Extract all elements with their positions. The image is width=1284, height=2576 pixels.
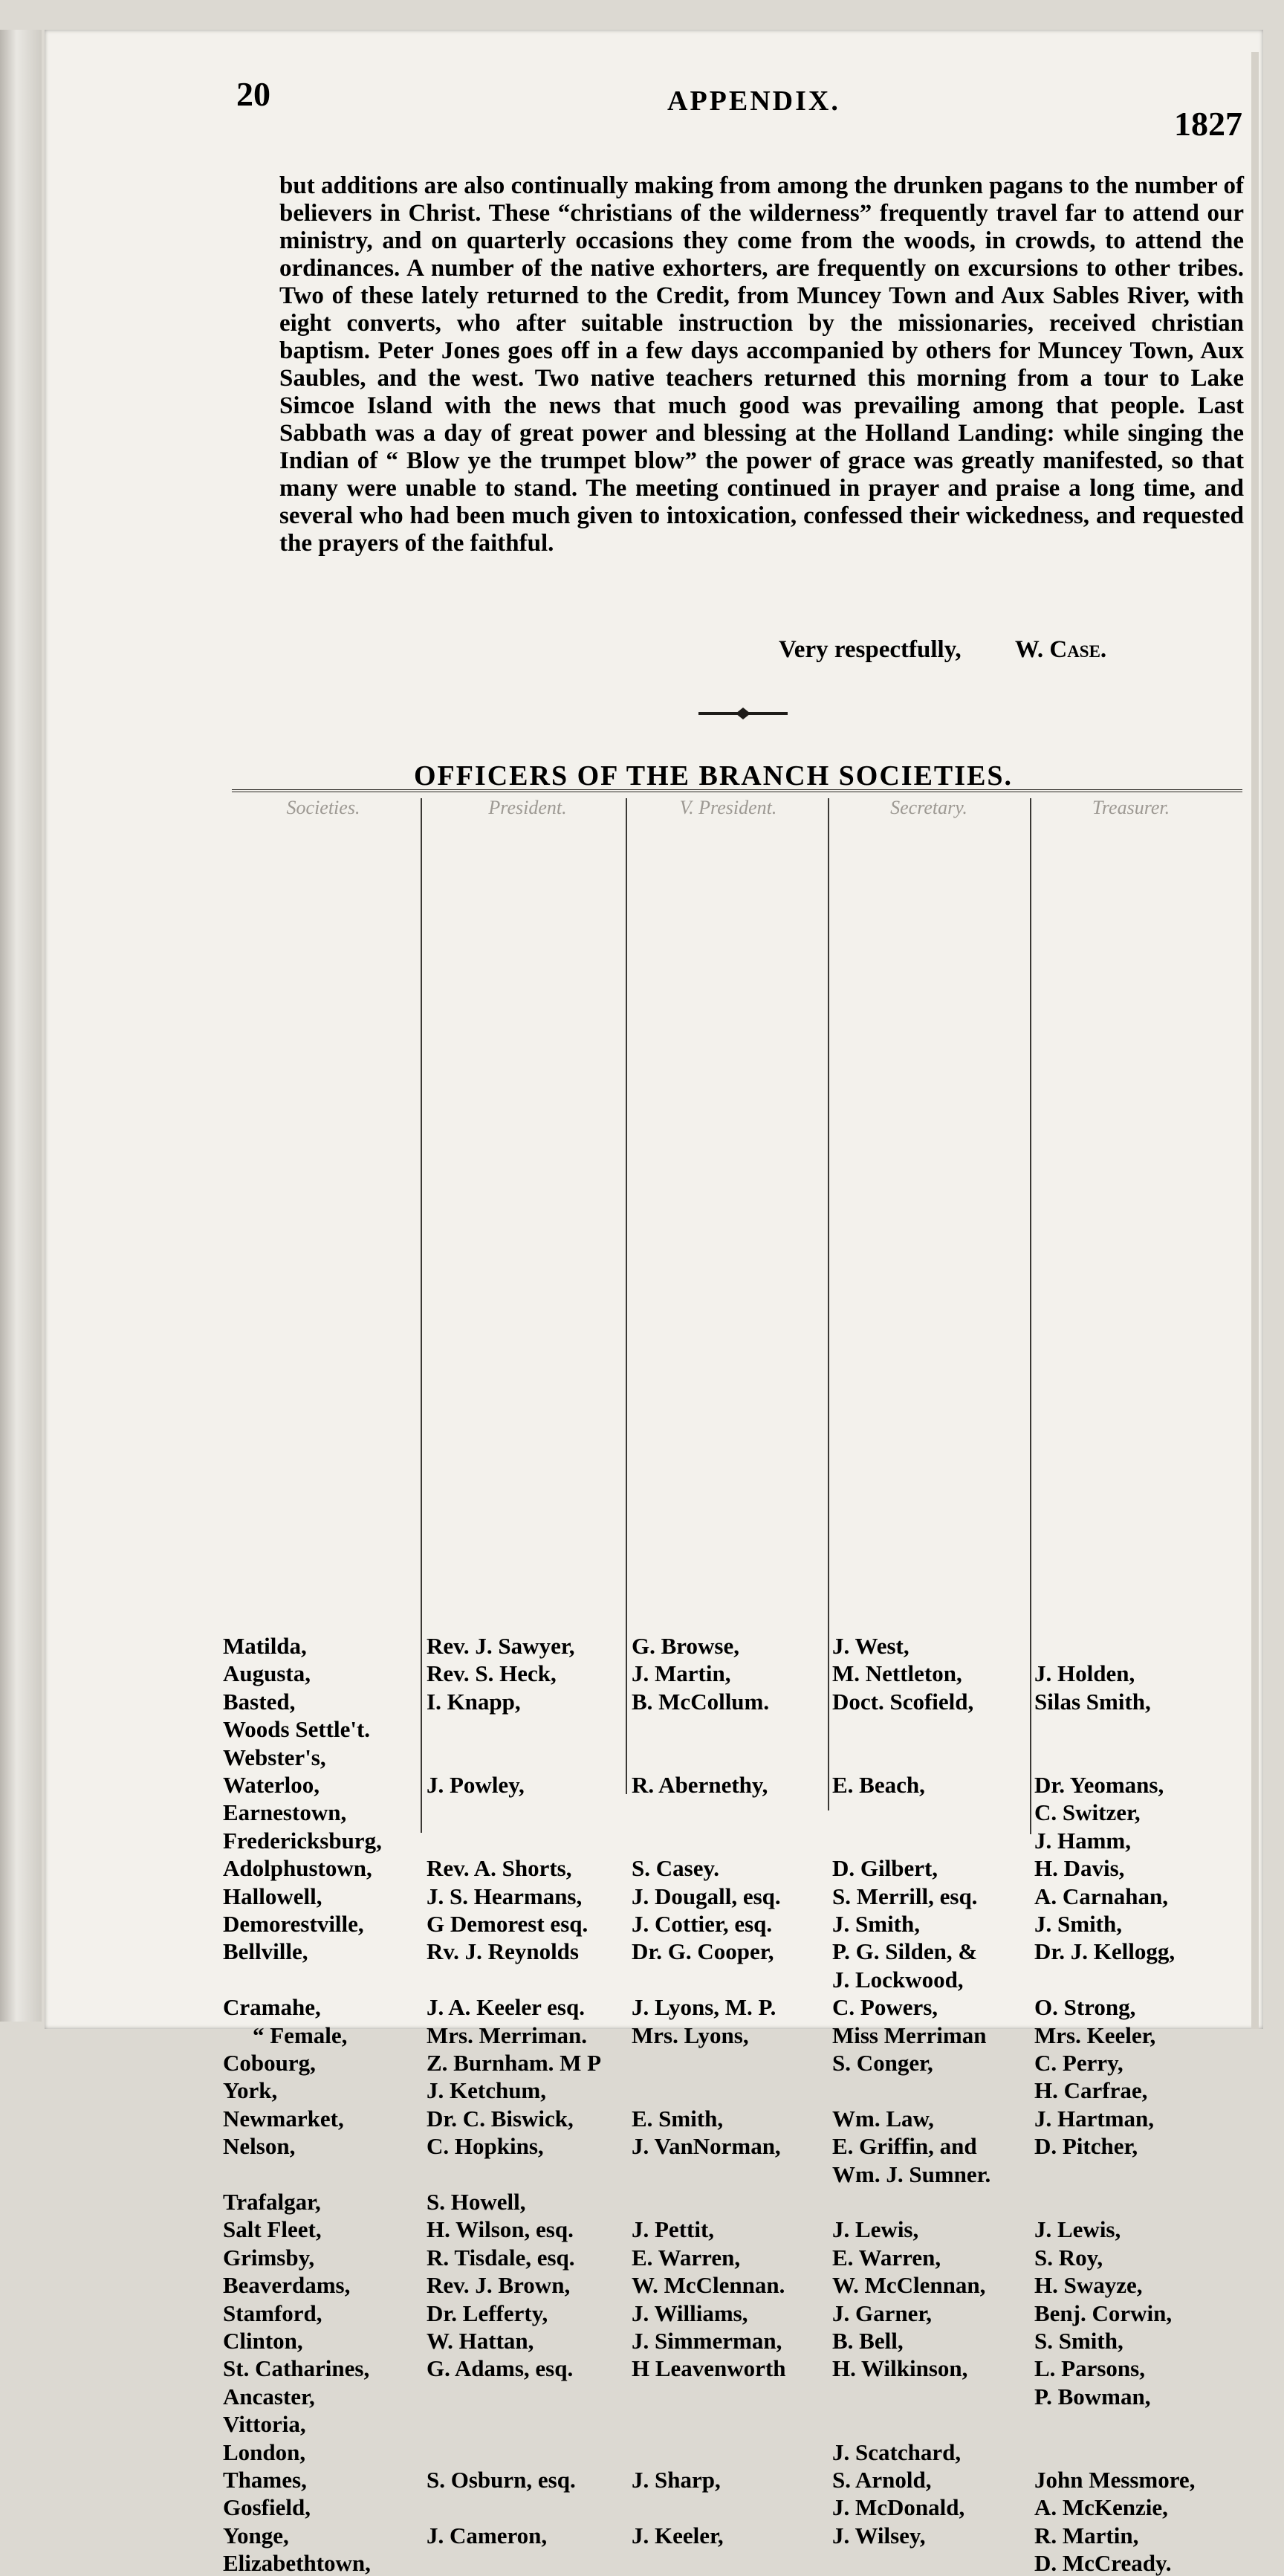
treasurer-cell: J. Hartman,	[1034, 2105, 1155, 2132]
society-cell: Nelson,	[223, 2133, 296, 2160]
society-cell: Cramahe,	[223, 1994, 321, 2021]
treasurer-cell: D. McCready.	[1034, 2550, 1172, 2576]
society-cell: Fredericksburg,	[223, 1827, 382, 1854]
president-cell: W. Hattan,	[427, 2328, 534, 2354]
president-cell: S. Osburn, esq.	[427, 2467, 576, 2493]
book-binding	[0, 30, 42, 2022]
president-cell: Mrs. Merriman.	[427, 2022, 588, 2048]
society-cell: Trafalgar,	[223, 2189, 321, 2215]
president-cell: R. Tisdale, esq.	[427, 2244, 575, 2271]
secretary-cell: J. West,	[832, 1633, 910, 1659]
treasurer-cell: H. Carfrae,	[1034, 2077, 1148, 2104]
vice-president-cell: J. Martin,	[632, 1660, 731, 1687]
secretary-cell: S. Conger,	[832, 2050, 933, 2076]
treasurer-cell: C. Perry,	[1034, 2050, 1124, 2076]
column-header-secretary: Secretary.	[890, 797, 967, 818]
vice-president-cell: J. Simmerman,	[632, 2328, 782, 2354]
secretary-cell: Miss Merriman	[832, 2022, 987, 2048]
vice-president-cell: E. Smith,	[632, 2105, 724, 2132]
society-cell: York,	[223, 2077, 278, 2104]
secretary-cell: J. McDonald,	[832, 2494, 965, 2521]
page-number: 20	[236, 75, 270, 113]
president-cell: Dr. Lefferty,	[427, 2300, 548, 2326]
column-header-vice-president: V. President.	[679, 797, 777, 818]
secretary-cell: S. Arnold,	[832, 2467, 932, 2493]
vice-president-cell: J. Williams,	[632, 2300, 748, 2326]
society-cell: Gosfield,	[223, 2494, 311, 2521]
vice-president-cell: J. VanNorman,	[632, 2133, 781, 2160]
letter-signature: W. Case.	[1014, 636, 1107, 663]
vice-president-cell: W. McClennan.	[632, 2272, 785, 2299]
secretary-cell: J. Garner,	[832, 2300, 933, 2326]
page-edge	[1251, 52, 1259, 2029]
secretary-cell: S. Merrill, esq.	[832, 1883, 978, 1909]
president-cell: J. A. Keeler esq.	[427, 1994, 585, 2021]
vice-president-cell: J. Cottier, esq.	[632, 1911, 773, 1937]
secretary-cell: E. Warren,	[832, 2244, 941, 2271]
treasurer-cell: J. Hamm,	[1034, 1827, 1132, 1854]
vice-president-cell: J. Lyons, M. P.	[632, 1994, 776, 2021]
society-cell: Cobourg,	[223, 2050, 316, 2076]
treasurer-cell: J. Smith,	[1034, 1911, 1122, 1937]
society-cell: Ancaster,	[223, 2383, 315, 2410]
society-cell: Webster's,	[223, 1744, 326, 1770]
secretary-cell: B. Bell,	[832, 2328, 904, 2354]
secretary-cell: J. Scatchard,	[832, 2439, 962, 2465]
secretary-cell: M. Nettleton,	[832, 1660, 962, 1687]
table-top-rule	[232, 789, 1242, 792]
vice-president-cell: R. Abernethy,	[632, 1772, 768, 1798]
treasurer-cell: R. Martin,	[1034, 2522, 1139, 2549]
society-cell: Newmarket,	[223, 2105, 344, 2132]
column-header-treasurer: Treasurer.	[1092, 797, 1170, 818]
society-cell: Matilda,	[223, 1633, 307, 1659]
society-cell: Grimsby,	[223, 2244, 315, 2271]
society-cell: Adolphustown,	[223, 1855, 372, 1882]
society-cell: Clinton,	[223, 2328, 303, 2354]
ornament-divider-icon	[698, 699, 788, 728]
vice-president-cell: J. Dougall, esq.	[632, 1883, 781, 1909]
officers-table-title: OFFICERS OF THE BRANCH SOCIETIES.	[413, 760, 1014, 792]
column-divider	[421, 798, 422, 1833]
treasurer-cell: A. Carnahan,	[1034, 1883, 1169, 1909]
vice-president-cell: J. Keeler,	[632, 2522, 724, 2549]
year-label: 1827	[1174, 105, 1242, 143]
treasurer-cell: Silas Smith,	[1034, 1688, 1151, 1715]
treasurer-cell: Mrs. Keeler,	[1034, 2022, 1156, 2048]
vice-president-cell: Dr. G. Cooper,	[632, 1938, 774, 1965]
society-cell: Basted,	[223, 1688, 296, 1715]
secretary-cell: H. Wilkinson,	[832, 2355, 968, 2382]
treasurer-cell: O. Strong,	[1034, 1994, 1136, 2021]
president-cell: J. Ketchum,	[427, 2077, 547, 2104]
president-cell: Rev. J. Brown,	[427, 2272, 571, 2299]
treasurer-cell: P. Bowman,	[1034, 2383, 1151, 2410]
treasurer-cell: H. Davis,	[1034, 1855, 1125, 1882]
treasurer-cell: Benj. Corwin,	[1034, 2300, 1173, 2326]
society-cell: Stamford,	[223, 2300, 322, 2326]
society-cell: Woods Settle't.	[223, 1716, 371, 1743]
column-divider	[1030, 798, 1031, 1834]
column-divider	[626, 798, 627, 1794]
secretary-cell: J. Lewis,	[832, 2216, 919, 2243]
society-cell: Thames,	[223, 2467, 307, 2493]
society-cell: Salt Fleet,	[223, 2216, 322, 2243]
column-header-societies: Societies.	[286, 797, 360, 818]
treasurer-cell: C. Switzer,	[1034, 1799, 1141, 1826]
president-cell: J. Cameron,	[427, 2522, 548, 2549]
president-cell: H. Wilson, esq.	[427, 2216, 574, 2243]
president-cell: G Demorest esq.	[427, 1911, 588, 1937]
secretary-cell: W. McClennan,	[832, 2272, 986, 2299]
column-header-president: President.	[488, 797, 567, 818]
president-cell: Dr. C. Biswick,	[427, 2105, 574, 2132]
society-cell: St. Catharines,	[223, 2355, 370, 2382]
president-cell: G. Adams, esq.	[427, 2355, 574, 2382]
treasurer-cell: J. Lewis,	[1034, 2216, 1121, 2243]
secretary-cell: Doct. Scofield,	[832, 1688, 974, 1715]
society-cell: Demorestville,	[223, 1911, 364, 1937]
society-cell: Elizabethtown,	[223, 2550, 371, 2576]
vice-president-cell: J. Sharp,	[632, 2467, 721, 2493]
vice-president-cell: S. Casey.	[632, 1855, 719, 1882]
society-cell: Augusta,	[223, 1660, 311, 1687]
secretary-cell: J. Smith,	[832, 1911, 920, 1937]
treasurer-cell: D. Pitcher,	[1034, 2133, 1138, 2160]
secretary-cell: Wm. J. Sumner.	[832, 2161, 991, 2187]
secretary-cell: Wm. Law,	[832, 2105, 934, 2132]
letter-closing: Very respectfully,	[779, 636, 962, 663]
society-cell: Bellville,	[223, 1938, 308, 1965]
vice-president-cell: G. Browse,	[632, 1633, 739, 1659]
president-cell: C. Hopkins,	[427, 2133, 544, 2160]
secretary-cell: J. Wilsey,	[832, 2522, 926, 2549]
treasurer-cell: Dr. Yeomans,	[1034, 1772, 1164, 1798]
secretary-cell: E. Beach,	[832, 1772, 925, 1798]
society-cell: Vittoria,	[223, 2411, 306, 2438]
letter-signoff	[779, 636, 1154, 664]
secretary-cell: E. Griffin, and	[832, 2133, 977, 2160]
society-cell: “ Female,	[253, 2022, 348, 2048]
president-cell: Rev. J. Sawyer,	[427, 1633, 575, 1659]
vice-president-cell: H Leavenworth	[632, 2355, 786, 2382]
society-cell: Yonge,	[223, 2522, 289, 2549]
vice-president-cell: E. Warren,	[632, 2244, 741, 2271]
society-cell: Waterloo,	[223, 1772, 320, 1798]
society-cell: Beaverdams,	[223, 2272, 351, 2299]
vice-president-cell: J. Pettit,	[632, 2216, 715, 2243]
vice-president-cell: Mrs. Lyons,	[632, 2022, 749, 2048]
secretary-cell: D. Gilbert,	[832, 1855, 938, 1882]
president-cell: Z. Burnham. M P	[427, 2050, 602, 2076]
letter-body: but additions are also continually making from among the drunken pagans to the number of believers in Christ. These “christians of the wilderness” frequently travel far to attend our ministry, and on quarterly occasions they come from the woods, in crowds, to attend the ordinances. A number of the native exhorters, are frequently on excursions to other tribes. Two of these lately returned to the Credit, from Muncey Town and Aux Sables River, with eight converts, who after suitable instruction by the missionaries, received christian baptism. Peter Jones goes off in a few days accompanied by others for Muncey Town, Aux Saubles, and the west. Two native teachers returned this morning from a tour to Lake Simcoe Island with the news that much good was prevailing among that people. Last Sabbath was a day of great power and blessing at the Holland Landing: while singing the Indian of “ Blow ye the trumpet blow” the power of grace was greatly manifested, so that many were unable to stand. The meeting continued in prayer and praise a long time, and several who had been much given to intoxication, confessed their wickedness, and requested the prayers of the faithful.	[279, 172, 1244, 557]
president-cell: S. Howell,	[427, 2189, 526, 2215]
secretary-cell: J. Lockwood,	[832, 1966, 964, 1993]
president-cell: Rev. A. Shorts,	[427, 1855, 572, 1882]
president-cell: Rev. S. Heck,	[427, 1660, 557, 1687]
treasurer-cell: Dr. J. Kellogg,	[1034, 1938, 1176, 1965]
treasurer-cell: L. Parsons,	[1034, 2355, 1145, 2382]
treasurer-cell: S. Smith,	[1034, 2328, 1124, 2354]
treasurer-cell: H. Swayze,	[1034, 2272, 1143, 2299]
president-cell: Rv. J. Reynolds	[427, 1938, 579, 1965]
secretary-cell: P. G. Silden, &	[832, 1938, 978, 1965]
society-cell: London,	[223, 2439, 306, 2465]
president-cell: J. Powley,	[427, 1772, 525, 1798]
treasurer-cell: John Messmore,	[1034, 2467, 1196, 2493]
vice-president-cell: B. McCollum.	[632, 1688, 770, 1715]
treasurer-cell: S. Roy,	[1034, 2244, 1103, 2271]
society-cell: Earnestown,	[223, 1799, 347, 1826]
running-head: APPENDIX.	[667, 85, 840, 117]
society-cell: Hallowell,	[223, 1883, 322, 1909]
secretary-cell: C. Powers,	[832, 1994, 938, 2021]
page-header	[236, 68, 1254, 143]
treasurer-cell: A. McKenzie,	[1034, 2494, 1168, 2521]
treasurer-cell: J. Holden,	[1034, 1660, 1135, 1687]
column-divider	[828, 798, 829, 1810]
president-cell: I. Knapp,	[427, 1688, 521, 1715]
president-cell: J. S. Hearmans,	[427, 1883, 583, 1909]
